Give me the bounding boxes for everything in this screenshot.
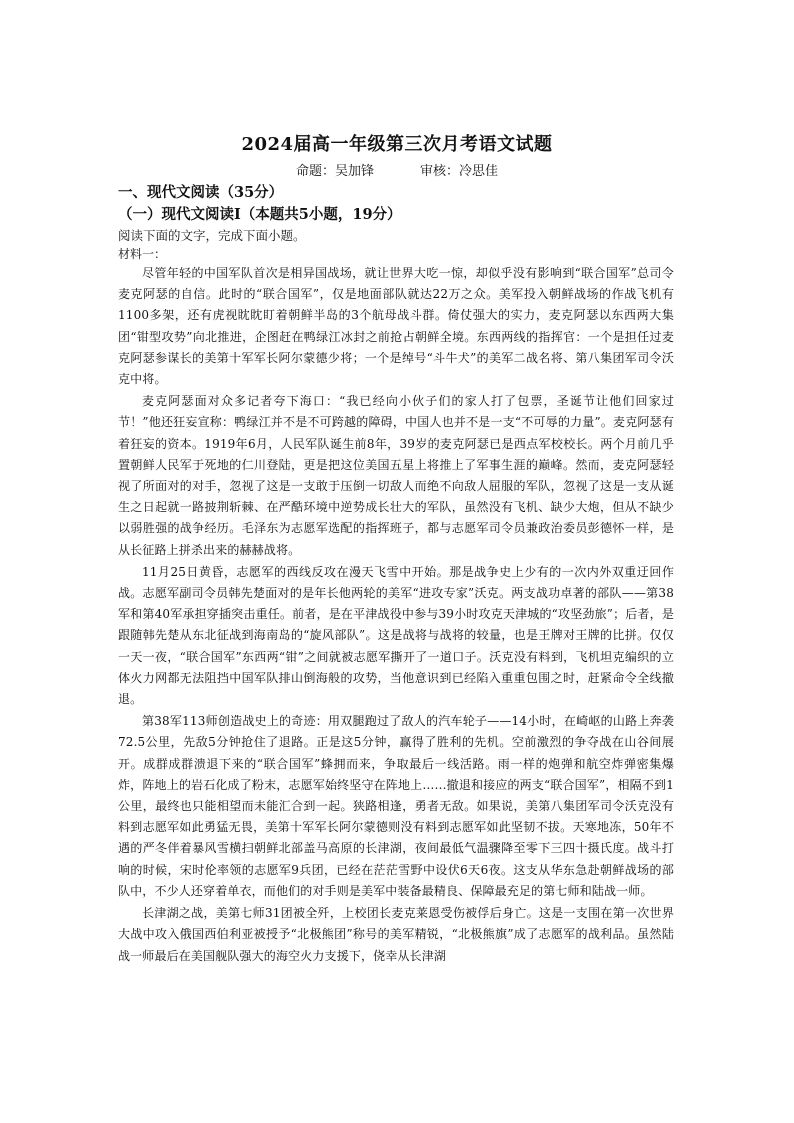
exam-title: 2024届高一年级第三次月考语文试题	[241, 134, 553, 155]
passage-paragraph: 尽管年轻的中国军队首次是相异国战场，就让世界大吃一惊，却似乎没有影响到“联合国军”总司令麦克阿瑟的自信。此时的“联合国军”，仅是地面部队就达22万之众。美军投入朝鲜战场的作战飞机有1100多架，还有虎视眈眈盯着朝鲜半岛的3个航母战斗群。倚仗强大的实力，麦克阿瑟以东西两大集团“钳型攻势”向北推进，企图赶在鸭绿江冰封之前抢占朝鲜全境。东西两线的指挥官：一个是担任过麦克阿瑟参谋长的美第十军军长阿尔蒙德少将；一个是绰号“斗牛犬”的美军二战名将、第八集团军司令沃克中将。	[118, 266, 674, 387]
section-heading: 一、现代文阅读（35分）	[118, 184, 284, 201]
subsection-heading: （一）现代文阅读Ⅰ（本题共5小题，19分）	[118, 206, 402, 223]
passage-paragraph: 11月25日黄昏，志愿军的西线反攻在漫天飞雪中开始。那是战争史上少有的一次内外双重迂回作战。志愿军副司令员韩先楚面对的是年长他两轮的美军“进攻专家”沃克。两支战功卓著的部队——第38军和第40军承担穿插突击重任。前者，是在平津战役中参与39小时攻克天津城的“攻坚劲旅”；后者，是跟随韩先楚从东北征战到海南岛的“旋风部队”。这是战将与战将的较量，也是王牌对王牌的比拼。仅仅一天一夜，“联合国军”东西两“钳”之间就被志愿军撕开了一道口子。沃克没有料到，飞机坦克编织的立体火力网都无法阻挡中国军队排山倒海般的攻势，当他意识到已经陷入重重包围之时，赶紧命令全线撤退。	[118, 564, 674, 707]
reviewer-credit: 审核：冷思佳	[420, 164, 499, 179]
passage-paragraph: 长津湖之战，美第七师31团被全歼，上校团长麦克莱恩受伤被俘后身亡。这是一支围在第一次世界大战中攻入俄国西伯利亚被授予“北极熊团”称号的美军精锐，“北极熊旗”成了志愿军的战利品。虽然陆战一师最后在美国舰队强大的海空火力支援下，侥幸从长津湖	[118, 906, 674, 963]
passage-paragraph: 第38军113师创造战史上的奇迹：用双腿跑过了敌人的汽车轮子——14小时，在崎岖的山路上奔袭72.5公里，先敌5分钟抢住了退路。正是这5分钟，赢得了胜利的先机。空前激烈的争夺战在山谷间展开。成群成群溃退下来的“联合国军”蜂拥而来，争取最后一线活路。雨一样的炮弹和航空炸弹密集爆炸，阵地上的岩石化成了粉末，志愿军始终坚守在阵地上……撤退和接应的两支“联合国军”，相隔不到1公里，最终也只能相望而未能汇合到一起。狭路相逢，勇者无敌。如果说，美第八集团军司令沃克没有料到志愿军如此勇猛无畏，美第十军军长阿尔蒙德则没有料到志愿军如此坚韧不拔。天寒地冻，50年不遇的严冬伴着暴风雪横扫朝鲜北部盖马高原的长津湖，夜间最低气温骤降至零下三四十摄氏度。战斗打响的时候，宋时伦率领的志愿军9兵团，已经在茫茫雪野中设伏6天6夜。这支从华东急赴朝鲜战场的部队中，不少人还穿着单衣，而他们的对手则是美军中装备最精良、保障最充足的第七师和陆战一师。	[118, 714, 674, 898]
material-label: 材料一：	[118, 247, 167, 261]
reading-instruction: 阅读下面的文字，完成下面小题。	[118, 228, 306, 243]
passage-body	[118, 263, 674, 968]
passage-paragraph: 麦克阿瑟面对众多记者夸下海口：“我已经向小伙子们的家人打了包票，圣诞节让他们回家过节！”他还狂妄宣称：鸭绿江并不是不可跨越的障碍，中国人也并不是一支“不可辱的力量”。麦克阿瑟有着狂妄的资本。1919年6月，人民军队诞生前8年，39岁的麦克阿瑟已是西点军校校长。两个月前几乎置朝鲜人民军于死地的仁川登陆，更是把这位美国五星上将推上了军事生涯的巅峰。然而，麦克阿瑟轻视了所面对的对手，忽视了这是一支敢于压倒一切敌人而绝不向敌人屈服的军队，忽视了这是一支从诞生之日起就一路披荆斩棘、在严酷环境中逆势成长壮大的军队，虽然没有飞机、缺少大炮，但从不缺少以弱胜强的战争经历。毛泽东为志愿军选配的指挥班子，都与志愿军司令员兼政治委员彭德怀一样，是从长征路上拼杀出来的赫赫战将。	[118, 394, 674, 557]
proposer-credit: 命题：吴加锋	[295, 164, 374, 179]
exam-credits	[0, 160, 794, 179]
